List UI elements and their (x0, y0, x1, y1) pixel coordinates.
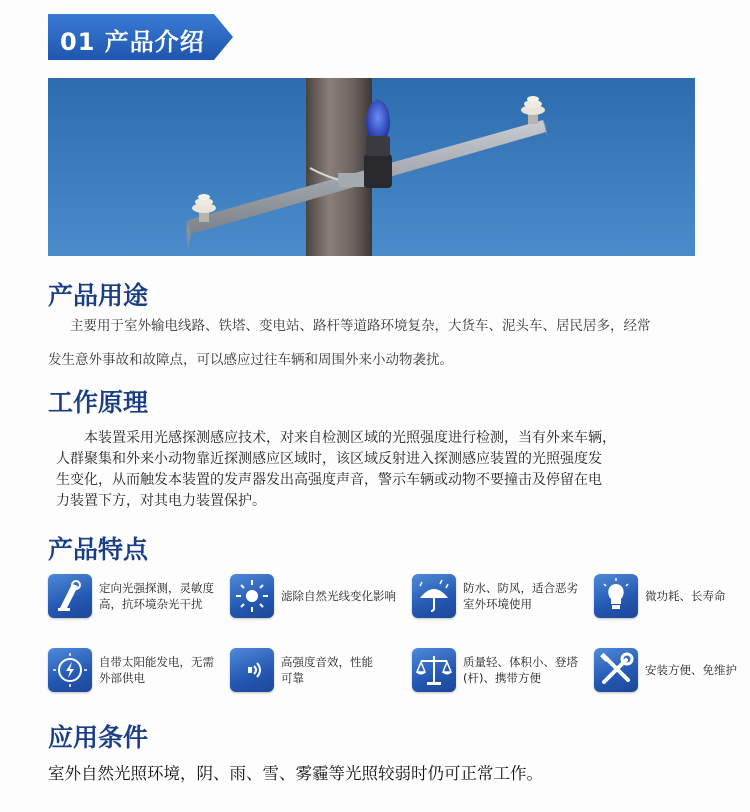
feature-line-2: 高，抗环境杂光干扰 (99, 597, 203, 611)
principle-line-4: 力装置下方，对其电力装置保护。 (56, 493, 266, 509)
directional-sensor-icon (48, 574, 92, 618)
usage-heading: 产品用途 (48, 281, 149, 310)
feature-item (412, 648, 578, 692)
feature-item (48, 648, 214, 692)
usage-text-line-1: 主要用于室外输电线路、铁塔、变电站、路杆等道路环境复杂，大货车、泥头车、居民居多，经常 (70, 318, 651, 334)
conditions-heading: 应用条件 (48, 723, 149, 752)
feature-line-1: 微功耗、长寿命 (645, 589, 726, 603)
tools-icon (594, 648, 638, 692)
product-photo (48, 78, 695, 256)
feature-item (230, 574, 396, 618)
feature-line-1: 质量轻、体积小、登塔 (463, 655, 578, 669)
product-photo-illustration (48, 78, 695, 256)
energy-bulb-icon (594, 574, 638, 618)
solar-power-icon (48, 648, 92, 692)
feature-line-1: 高强度音效，性能 (281, 655, 373, 669)
sun-filter-icon (230, 574, 274, 618)
principle-heading: 工作原理 (48, 388, 149, 417)
feature-item (48, 574, 214, 618)
features-heading: 产品特点 (48, 535, 149, 564)
feature-line-1: 定向光强探测，灵敏度 (99, 581, 214, 595)
feature-item (594, 648, 737, 692)
feature-item (412, 574, 578, 618)
principle-line-2: 人群聚集和外来小动物靠近探测感应区域时，该区域反射进入探测感应装置的光照强度发 (56, 451, 602, 467)
feature-line-1: 自带太阳能发电，无需 (99, 655, 214, 669)
principle-line-1: 本装置采用光感探测感应技术，对来自检测区域的光照强度进行检测，当有外来车辆， (56, 430, 616, 446)
feature-item (230, 648, 373, 692)
usage-text-line-2: 发生意外事故和故障点，可以感应过往车辆和周围外来小动物袭扰。 (48, 352, 453, 368)
balance-scale-icon (412, 648, 456, 692)
principle-line-3: 生变化，从而触发本装置的发声器发出高强度声音，警示车辆或动物不要撞击及停留在电 (56, 472, 602, 488)
feature-line-1: 安装方便、免维护 (645, 663, 737, 677)
feature-line-2: 可靠 (281, 671, 304, 685)
principle-text (56, 428, 732, 512)
conditions-text: 室外自然光照环境，阴、雨、雪、雾霾等光照较弱时仍可正常工作。 (48, 764, 543, 783)
feature-item (594, 574, 726, 618)
feature-line-2: (杆)、携带方便 (463, 671, 541, 685)
feature-line-1: 防水、防风，适合恶劣 (463, 581, 578, 595)
banner-title: 01 产品介绍 (60, 28, 205, 56)
feature-line-2: 外部供电 (99, 671, 145, 685)
feature-line-1: 滤除自然光线变化影响 (281, 589, 396, 603)
sound-speaker-icon (230, 648, 274, 692)
feature-line-2: 室外环境使用 (463, 597, 532, 611)
section-banner (48, 14, 233, 60)
umbrella-rain-icon (412, 574, 456, 618)
